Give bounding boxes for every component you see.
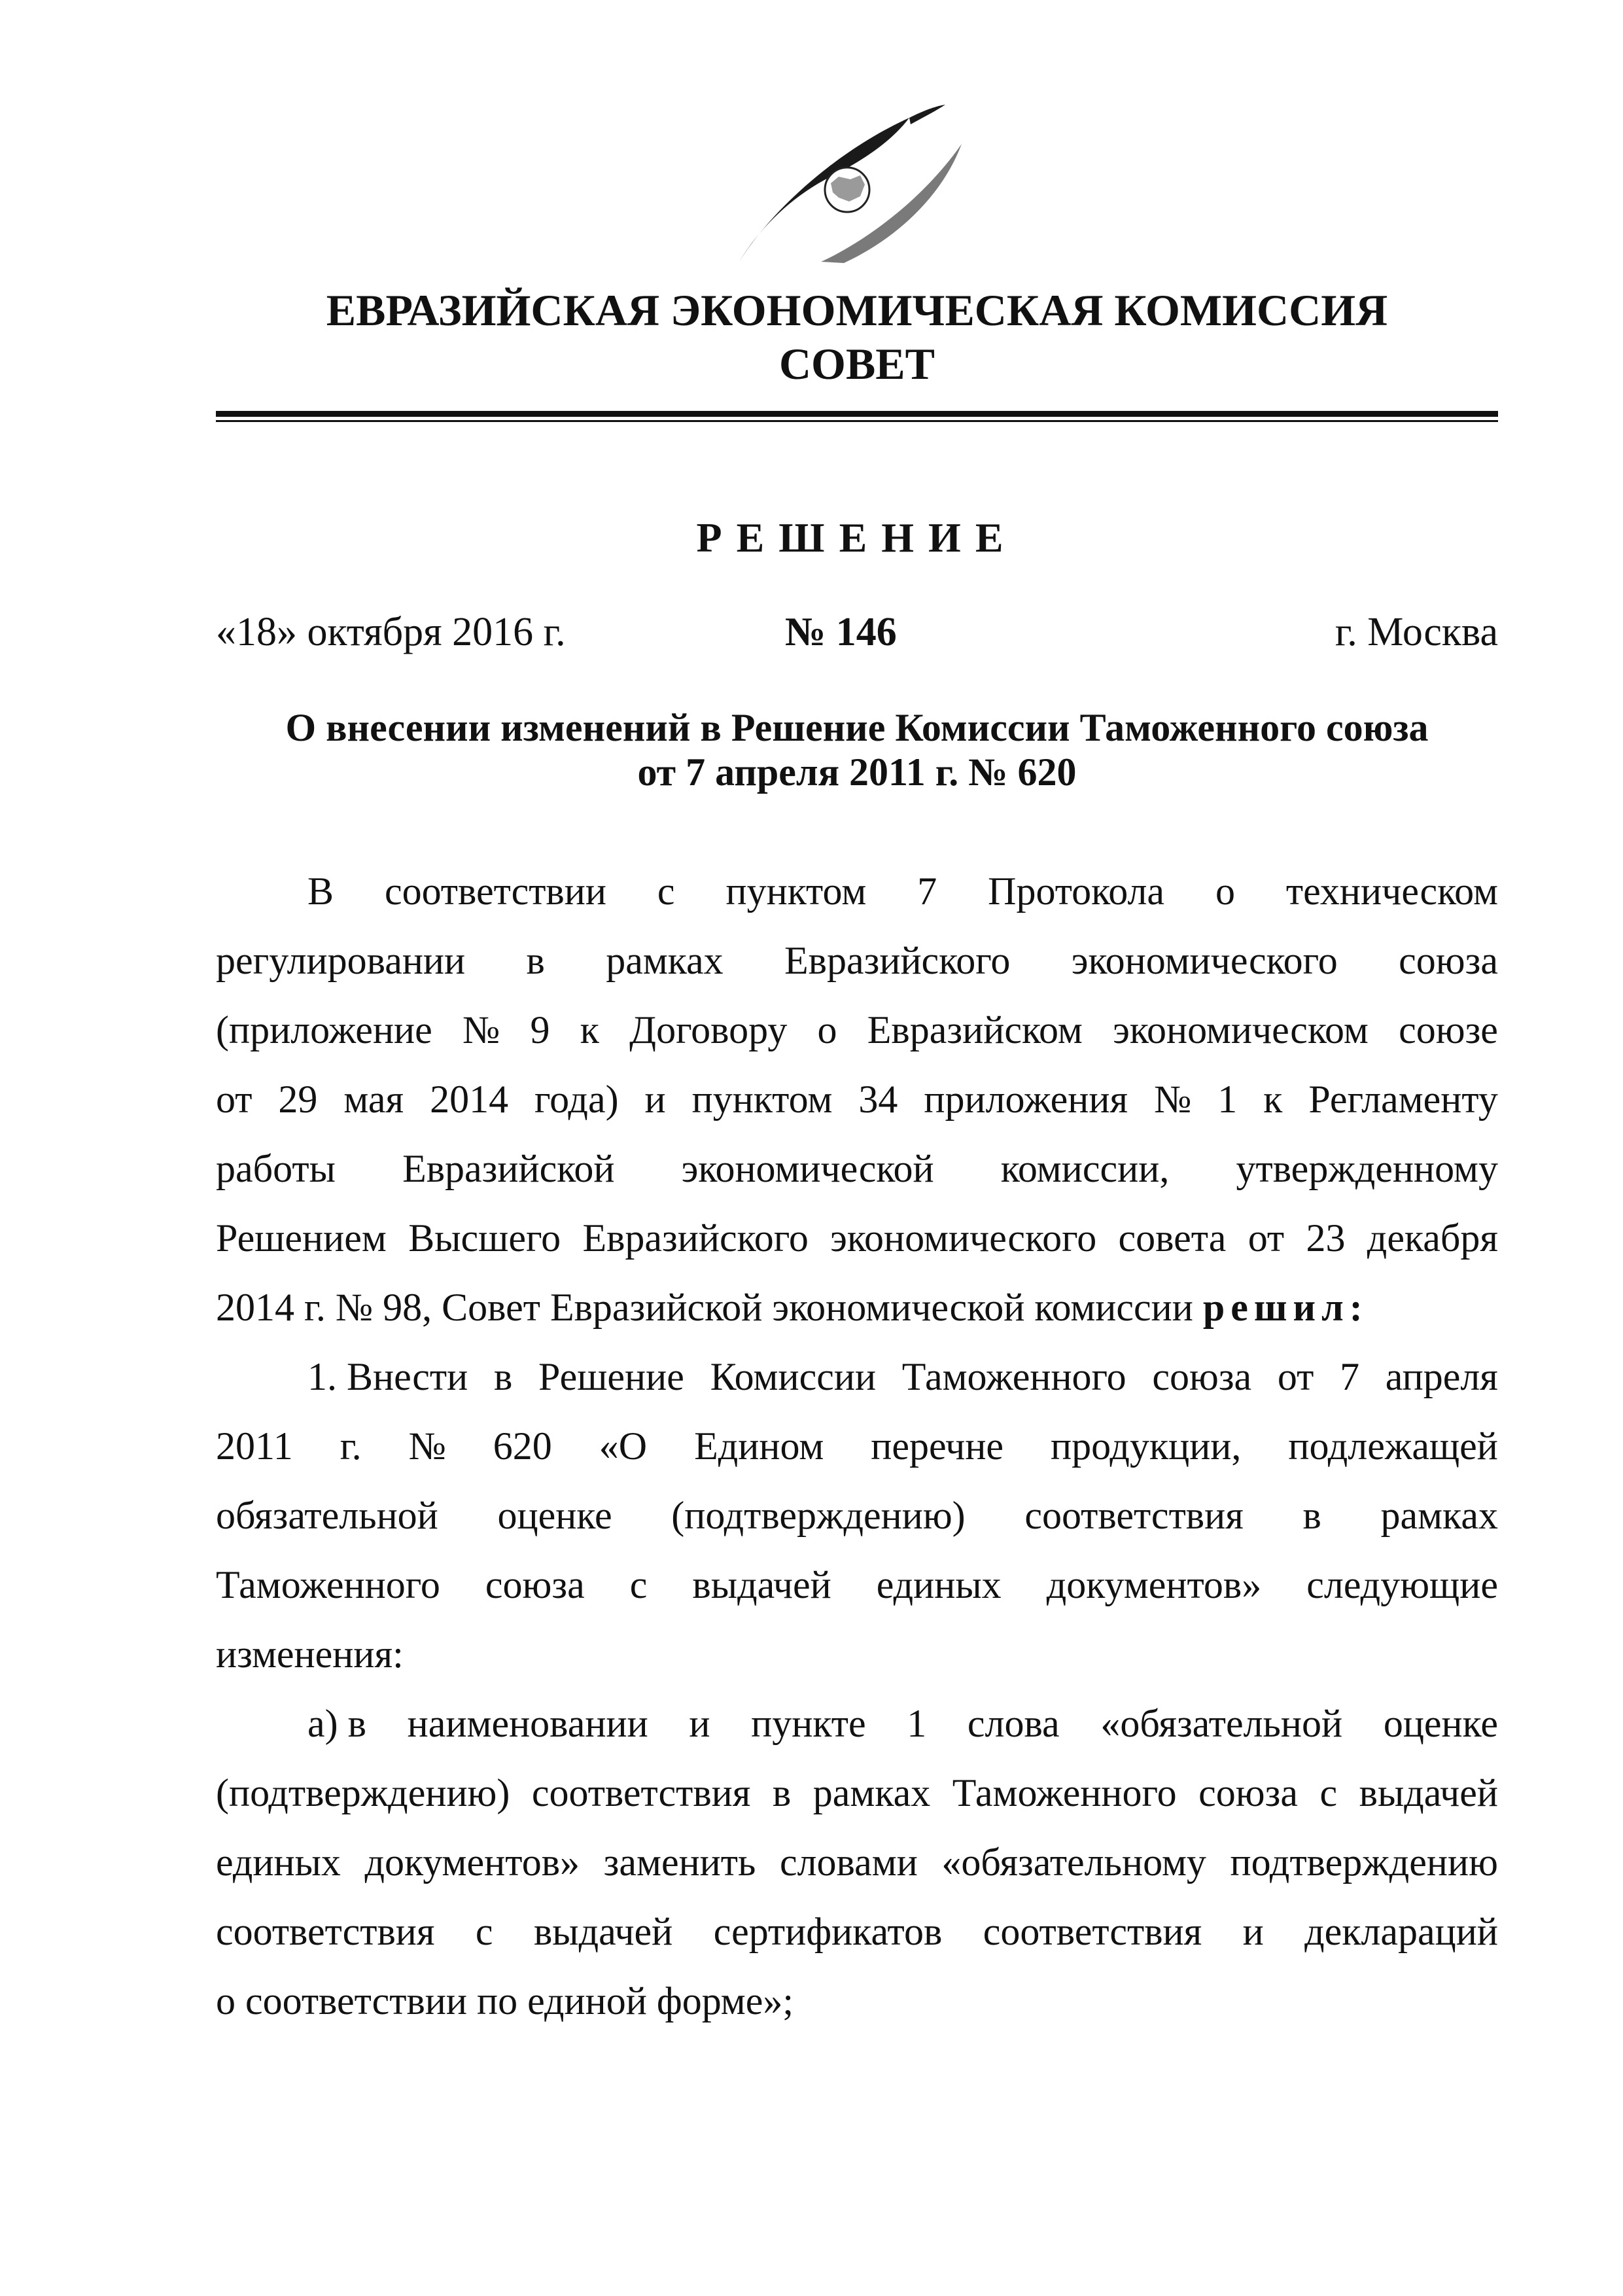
word: документов»	[364, 1841, 580, 1884]
word: №	[408, 1424, 446, 1468]
word: 2011	[216, 1424, 293, 1468]
word: Протокола	[988, 870, 1165, 913]
word: подлежащей	[1288, 1424, 1498, 1468]
subject-line: от 7 апреля 2011 г. № 620	[637, 751, 1077, 794]
word: и	[644, 1078, 666, 1121]
organization-name: ЕВРАЗИЙСКАЯ ЭКОНОМИЧЕСКАЯ КОМИССИЯ	[326, 285, 1388, 335]
word: 1	[907, 1702, 927, 1745]
word: к	[1263, 1078, 1283, 1121]
word: Таможенного	[216, 1563, 440, 1606]
body-line	[307, 1357, 1498, 1396]
body-line	[216, 1080, 1498, 1119]
word: 2014	[430, 1078, 509, 1121]
word: Решение	[538, 1355, 684, 1398]
word: Комиссии	[710, 1355, 877, 1398]
word: в	[772, 1771, 792, 1814]
word: рамках	[1380, 1494, 1498, 1537]
word: 620	[493, 1424, 552, 1468]
word: комиссии,	[1000, 1147, 1170, 1190]
eaeu-logo-emblem	[726, 98, 988, 268]
word: пунктом	[691, 1078, 833, 1121]
word: в	[493, 1355, 513, 1398]
word: экономической	[681, 1147, 934, 1190]
word: единых	[216, 1841, 341, 1884]
word: с	[629, 1563, 648, 1606]
word: апреля	[1385, 1355, 1498, 1398]
word: №	[462, 1008, 500, 1051]
word: с	[1319, 1771, 1338, 1814]
word: оценке	[497, 1494, 612, 1537]
word: соответствия	[216, 1910, 435, 1953]
decision-verb: решил:	[1202, 1286, 1369, 1329]
word: соответствия	[1024, 1494, 1244, 1537]
word: мая	[343, 1078, 404, 1121]
word: утвержденному	[1236, 1147, 1498, 1190]
word: Евразийском	[867, 1008, 1083, 1051]
word: союзе	[1399, 1008, 1498, 1051]
word: Евразийского	[582, 1216, 809, 1260]
word: (подтверждению)	[671, 1494, 966, 1537]
word: «обязательной	[1100, 1702, 1343, 1745]
word: года)	[534, 1078, 619, 1121]
word: Евразийской	[402, 1147, 615, 1190]
word: Евразийского	[784, 939, 1011, 982]
body-line	[216, 1773, 1498, 1812]
word: Таможенного	[952, 1771, 1177, 1814]
word: рамках	[812, 1771, 931, 1814]
word: подтверждению	[1230, 1841, 1498, 1884]
body-line	[216, 1010, 1498, 1050]
word: «О	[599, 1424, 648, 1468]
word: 29	[278, 1078, 318, 1121]
word: перечне	[871, 1424, 1004, 1468]
word: 7	[1340, 1355, 1360, 1398]
word: экономического	[830, 1216, 1097, 1260]
word: пункте	[751, 1702, 866, 1745]
word: 1. Внести	[307, 1355, 468, 1398]
word: экономического	[1071, 939, 1338, 982]
word: с	[475, 1910, 493, 1953]
header-rule	[216, 411, 1498, 417]
word: Едином	[694, 1424, 824, 1468]
word: союза	[1399, 939, 1498, 982]
word: о	[1215, 870, 1235, 913]
body-line	[216, 941, 1498, 980]
word: Высшего	[408, 1216, 561, 1260]
body-line	[216, 1843, 1498, 1882]
word: а) в	[307, 1702, 366, 1745]
word: Регламенту	[1308, 1078, 1498, 1121]
word: Решением	[216, 1216, 387, 1260]
body-line	[307, 1704, 1498, 1743]
word: «обязательному	[941, 1841, 1206, 1884]
document-type: РЕШЕНИЕ	[696, 514, 1018, 561]
word: выдачей	[1359, 1771, 1498, 1814]
body-line: изменения:	[216, 1633, 404, 1676]
word: техническом	[1285, 870, 1498, 913]
body-line	[216, 1426, 1498, 1466]
word: соответствия	[983, 1910, 1202, 1953]
council-name: СОВЕТ	[778, 339, 935, 389]
word: о	[817, 1008, 837, 1051]
subject-line: О внесении изменений в Решение Комиссии Таможенного союза	[285, 706, 1429, 749]
word: с	[657, 870, 675, 913]
body-line	[216, 1912, 1498, 1951]
word: в	[1302, 1494, 1321, 1537]
word: Таможенного	[901, 1355, 1126, 1398]
word: выдачей	[692, 1563, 831, 1606]
word: сертификатов	[713, 1910, 943, 1953]
word: совета	[1118, 1216, 1227, 1260]
word: приложения	[924, 1078, 1128, 1121]
word: регулировании	[216, 939, 466, 982]
body-line	[216, 1496, 1498, 1535]
document-number: № 146	[785, 610, 897, 654]
word: соответствия	[531, 1771, 751, 1814]
word: экономическом	[1113, 1008, 1369, 1051]
word: заменить	[603, 1841, 756, 1884]
word: декабря	[1367, 1216, 1498, 1260]
word: в	[526, 939, 545, 982]
word: документов»	[1046, 1563, 1262, 1606]
word: обязательной	[216, 1494, 438, 1537]
word: соответствии	[384, 870, 606, 913]
word: 9	[530, 1008, 550, 1051]
word: 7	[917, 870, 937, 913]
body-line	[216, 1288, 1369, 1327]
word: выдачей	[533, 1910, 673, 1953]
word: 34	[858, 1078, 898, 1121]
word: от	[216, 1078, 253, 1121]
word: союза	[1152, 1355, 1252, 1398]
word: и	[689, 1702, 710, 1745]
word: г.	[340, 1424, 362, 1468]
word: к	[580, 1008, 599, 1051]
body-line: о соответствии по единой форме»;	[216, 1979, 794, 2022]
body-line	[216, 1218, 1498, 1258]
document-date: «18» октября 2016 г.	[216, 610, 566, 654]
body-text: 2014 г. № 98, Совет Евразийской экономической комиссии	[216, 1286, 1203, 1329]
word: наименовании	[407, 1702, 648, 1745]
word: слова	[967, 1702, 1060, 1745]
word: 23	[1306, 1216, 1346, 1260]
body-line	[307, 872, 1498, 911]
word: от	[1248, 1216, 1285, 1260]
word: и	[1242, 1910, 1264, 1953]
word: Договору	[629, 1008, 788, 1051]
word: следующие	[1306, 1563, 1498, 1606]
word: В	[307, 870, 334, 913]
header-rule-secondary	[216, 420, 1498, 422]
word: 1	[1217, 1078, 1238, 1121]
body-line	[216, 1149, 1498, 1188]
word: союза	[485, 1563, 585, 1606]
word: от	[1277, 1355, 1314, 1398]
document-city: г. Москва	[1335, 610, 1498, 654]
word: (подтверждению)	[216, 1771, 510, 1814]
word: деклараций	[1304, 1910, 1498, 1953]
word: продукции,	[1051, 1424, 1242, 1468]
word: словами	[779, 1841, 918, 1884]
word: оценке	[1383, 1702, 1498, 1745]
word: пунктом	[725, 870, 867, 913]
word: работы	[216, 1147, 336, 1190]
word: (приложение	[216, 1008, 432, 1051]
word: союза	[1198, 1771, 1298, 1814]
word: №	[1154, 1078, 1192, 1121]
word: единых	[876, 1563, 1002, 1606]
body-line	[216, 1565, 1498, 1604]
word: рамках	[606, 939, 724, 982]
